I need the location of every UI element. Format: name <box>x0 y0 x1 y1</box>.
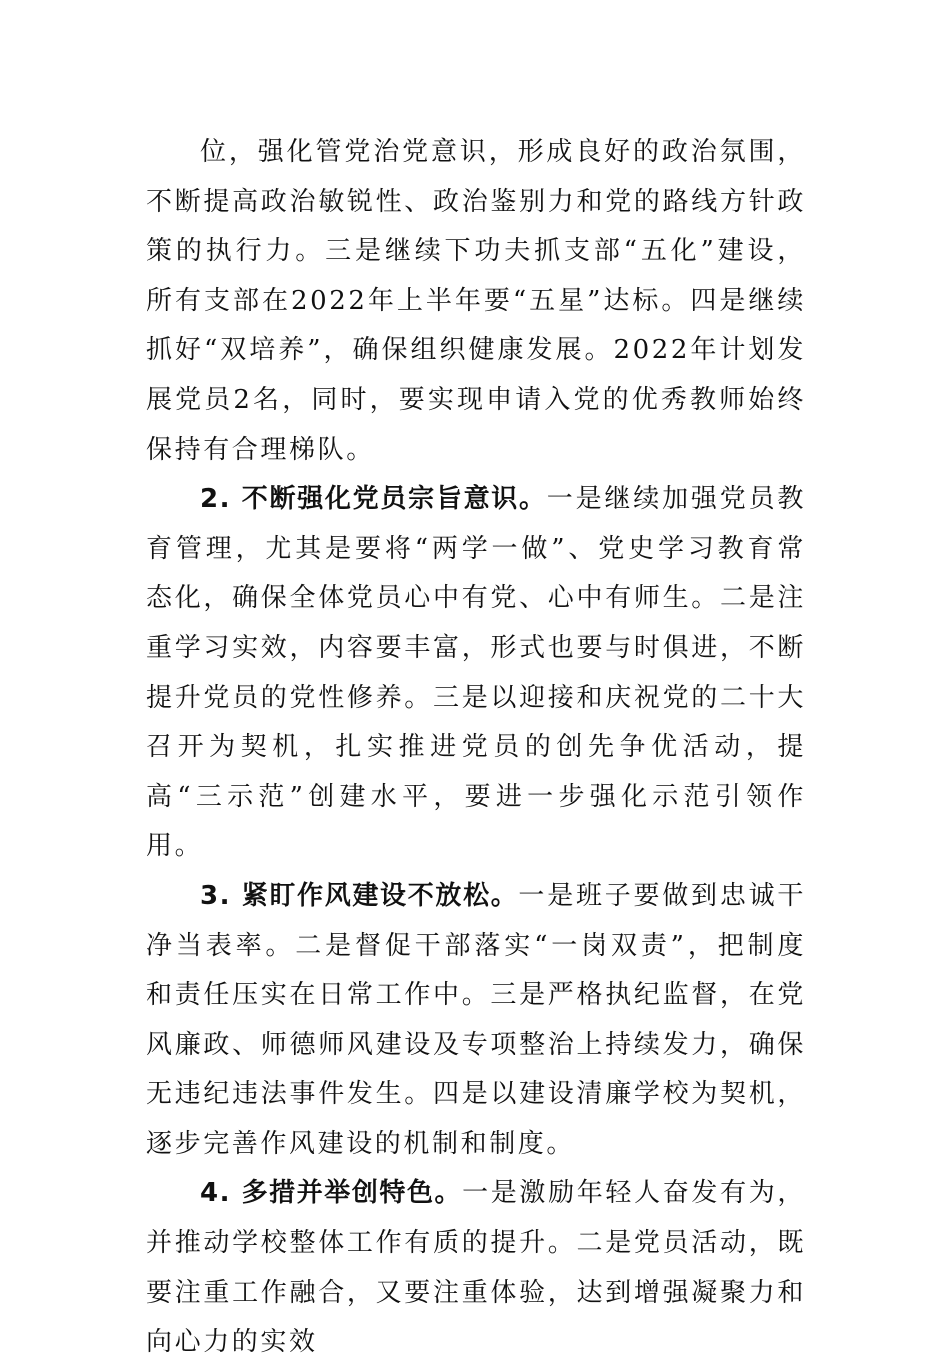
paragraph-continuation <box>146 128 806 475</box>
paragraph-text: 一是激励年轻人奋发有为，并推动学校整体工作有质的提升。二是党员活动，既要注重工作融合，又要注重体验，达到增强凝聚力和向心力的实效 <box>146 1178 806 1358</box>
paragraph-text: 一是继续加强党员教育管理，尤其是要将“两学一做”、党史学习教育常态化，确保全体党员心中有党、心中有师生。二是注重学习实效，内容要丰富，形式也要与时俱进，不断提升党员的党性修养。三是以迎接和庆祝党的二十大召开为契机，扎实推进党员的创先争优活动，提高“三示范”创建水平，要进一步强化示范引领作用。 <box>146 484 806 862</box>
section-heading-2: 2. 不断强化党员宗旨意识。 <box>200 484 547 515</box>
document-body <box>146 128 806 1368</box>
paragraph-4 <box>146 1169 806 1367</box>
paragraph-text: 一是班子要做到忠诚干净当表率。二是督促干部落实“一岗双责”，把制度和责任压实在日常工作中。三是严格执纪监督，在党风廉政、师德师风建设及专项整治上持续发力，确保无违纪违法事件发生。四是以建设清廉学校为契机，逐步完善作风建设的机制和制度。 <box>146 880 806 1159</box>
section-heading-3: 3. 紧盯作风建设不放松。 <box>200 880 519 911</box>
paragraph-3 <box>146 872 806 1170</box>
paragraph-text: 位，强化管党治党意识，形成良好的政治氛围，不断提高政治敏锐性、政治鉴别力和党的路线方针政策的执行力。三是继续下功夫抓支部“五化”建设，所有支部在2022年上半年要“五星”达标。四是继续抓好“双培养”，确保组织健康发展。2022年计划发展党员2名，同时，要实现申请入党的优秀教师始终保持有合理梯队。 <box>146 137 806 465</box>
section-heading-4: 4. 多措并举创特色。 <box>200 1178 463 1209</box>
paragraph-2 <box>146 475 806 872</box>
